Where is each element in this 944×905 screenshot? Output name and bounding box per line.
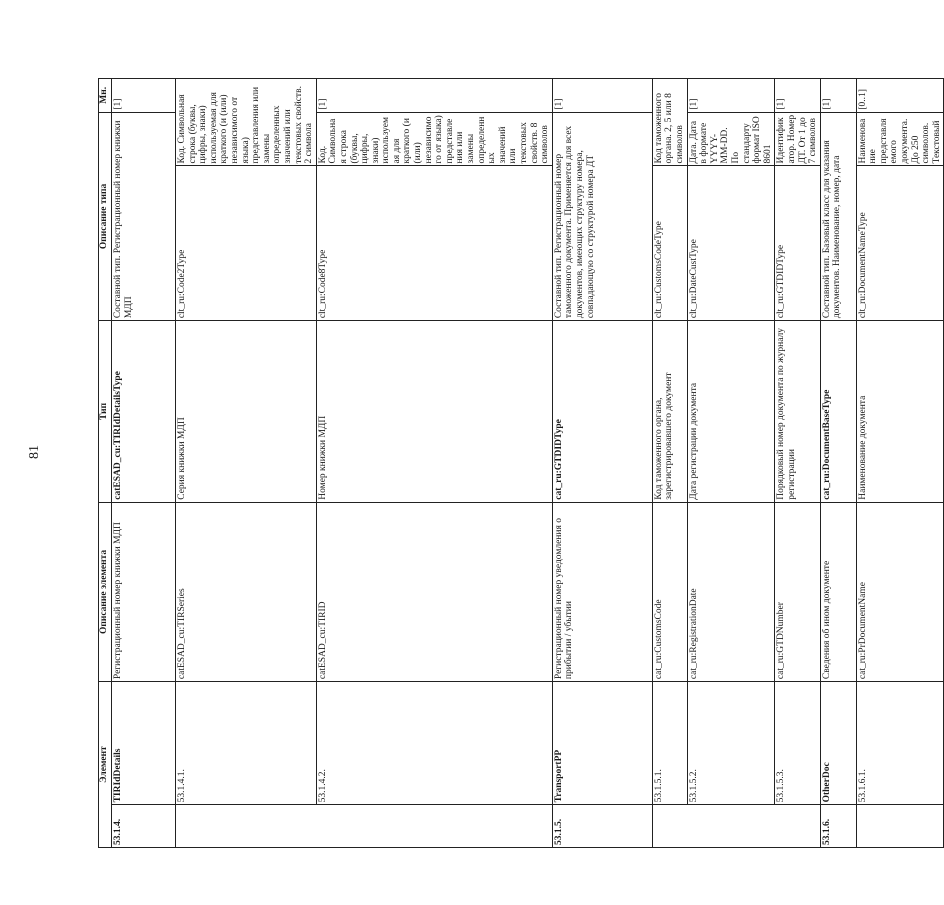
row-indent-cell	[856, 805, 944, 848]
row-type-description: Код. Символьная строка (буквы, цифры, знаки) используемая для краткого (и (или) независимого от языка) представления или замены определенных значений или текстовых свойств. 2 символа	[176, 79, 317, 166]
row-type: clt_ru:Code2Type	[176, 166, 317, 321]
table-row	[552, 79, 652, 848]
row-type: clt_ru:Code8Type	[316, 166, 552, 321]
row-element-name: cat_ru:GTDNumber	[775, 502, 820, 681]
row-indent-cell	[652, 805, 820, 848]
row-type-description: Код. Символьная строка (буквы, цифры, знаки) используемая для краткого (и (или) независимого от языка) представления или замены определенных значений или текстовых свойств. 8 символов	[316, 112, 552, 166]
row-description: Серия книжки МДП	[176, 321, 317, 503]
row-description: Наименование документа	[856, 321, 944, 503]
row-element-name: cat_ru:PrDocumentName	[856, 502, 944, 681]
table-row	[112, 79, 176, 848]
row-type-description: Составной тип. Регистрационный номер таможенного документа. Применяется для всех документов, имеющих структуру номера, совпадающую со структурой номера ДТ	[552, 112, 652, 321]
header-element: Элемент	[99, 682, 112, 848]
row-type: clt_ru:DateCustType	[687, 166, 775, 321]
header-multiplicity: Мн.	[99, 79, 112, 113]
page-number: 81	[27, 445, 42, 459]
row-description: Регистрационный номер книжки МДП	[112, 502, 176, 681]
row-element-name: TIRIdDetails	[112, 682, 176, 805]
row-type-description: Код таможенного органа. 2, 5 или 8 символов	[652, 79, 687, 166]
row-type: clt_ru:CustomsCodeType	[652, 166, 687, 321]
row-type-description: Составной тип. Базовый класс для указания документов. Наименование, номер, дата	[820, 112, 856, 321]
rotated-page-content	[98, 78, 942, 848]
row-number: 53.1.6.1.	[856, 682, 944, 805]
table-row	[687, 79, 775, 848]
row-number: 53.1.4.1.	[176, 682, 317, 805]
row-type: cat_ru:GTDIDType	[552, 321, 652, 503]
row-type: clt_ru:DocumentNameType	[856, 166, 944, 321]
row-description: Код таможенного органа, зарегистрировавшего документ	[652, 321, 687, 503]
table-row	[316, 79, 552, 848]
row-description: Регистрационный номер уведомления о прибытии / убытии	[552, 502, 652, 681]
row-type: cat_ru:DocumentBaseType	[820, 321, 856, 503]
row-description: Дата регистрации документа	[687, 321, 775, 503]
row-multiplicity: [1]	[687, 79, 775, 113]
table-row	[775, 79, 820, 848]
row-description: Номер книжки МДП	[316, 321, 552, 503]
table-header	[99, 79, 112, 848]
table-row	[176, 79, 317, 848]
row-type-description: Наименование представляемого документа. До 250 символов. Текстовый	[856, 112, 944, 166]
row-multiplicity: [0..1]	[856, 79, 944, 113]
row-type-description: Идентификатор. Номер ДТ. От 1 до 7 символов	[775, 112, 820, 166]
table-row	[820, 79, 856, 848]
row-description: Порядковый номер документа по журналу регистрации	[775, 321, 820, 503]
row-element-name: OtherDoc	[820, 682, 856, 805]
table-row	[652, 79, 687, 848]
row-number: 53.1.5.1.	[652, 682, 687, 805]
row-type: catESAD_cu:TIRIdDetailsType	[112, 321, 176, 503]
row-type-description: Дата. Дата в формате YYYY-MM-DD. По стандарту формат ISO 8601	[687, 112, 775, 166]
row-description: Сведения об ином документе	[820, 502, 856, 681]
table-row	[856, 79, 944, 848]
row-number: 53.1.6.	[820, 805, 856, 848]
row-type: clt_ru:GTDIDType	[775, 166, 820, 321]
row-element-name: TransportPP	[552, 682, 652, 805]
header-type: Тип	[99, 321, 112, 503]
table-body	[112, 79, 944, 848]
row-element-name: catESAD_cu:TIRID	[316, 502, 552, 681]
row-number: 53.1.5.3.	[775, 682, 820, 805]
row-multiplicity: [1]	[112, 79, 176, 113]
row-type-description: Составной тип. Регистрационный номер книжки МДП	[112, 112, 176, 321]
row-number: 53.1.5.2.	[687, 682, 775, 805]
row-multiplicity: [1]	[552, 79, 652, 113]
row-element-name: cat_ru:RegistrationDate	[687, 502, 775, 681]
header-description: Описание элемента	[99, 502, 112, 681]
specification-table	[98, 78, 944, 848]
row-element-name: catESAD_cu:TIRSeries	[176, 502, 317, 681]
row-indent-cell	[176, 805, 553, 848]
row-multiplicity: [1]	[820, 79, 856, 113]
header-type-description: Описание типа	[99, 112, 112, 321]
row-number: 53.1.4.2.	[316, 682, 552, 805]
row-number: 53.1.5.	[552, 805, 652, 848]
row-element-name: cat_ru:CustomsCode	[652, 502, 687, 681]
row-multiplicity: [1]	[316, 79, 552, 113]
row-multiplicity: [1]	[775, 79, 820, 113]
row-number: 53.1.4.	[112, 805, 176, 848]
